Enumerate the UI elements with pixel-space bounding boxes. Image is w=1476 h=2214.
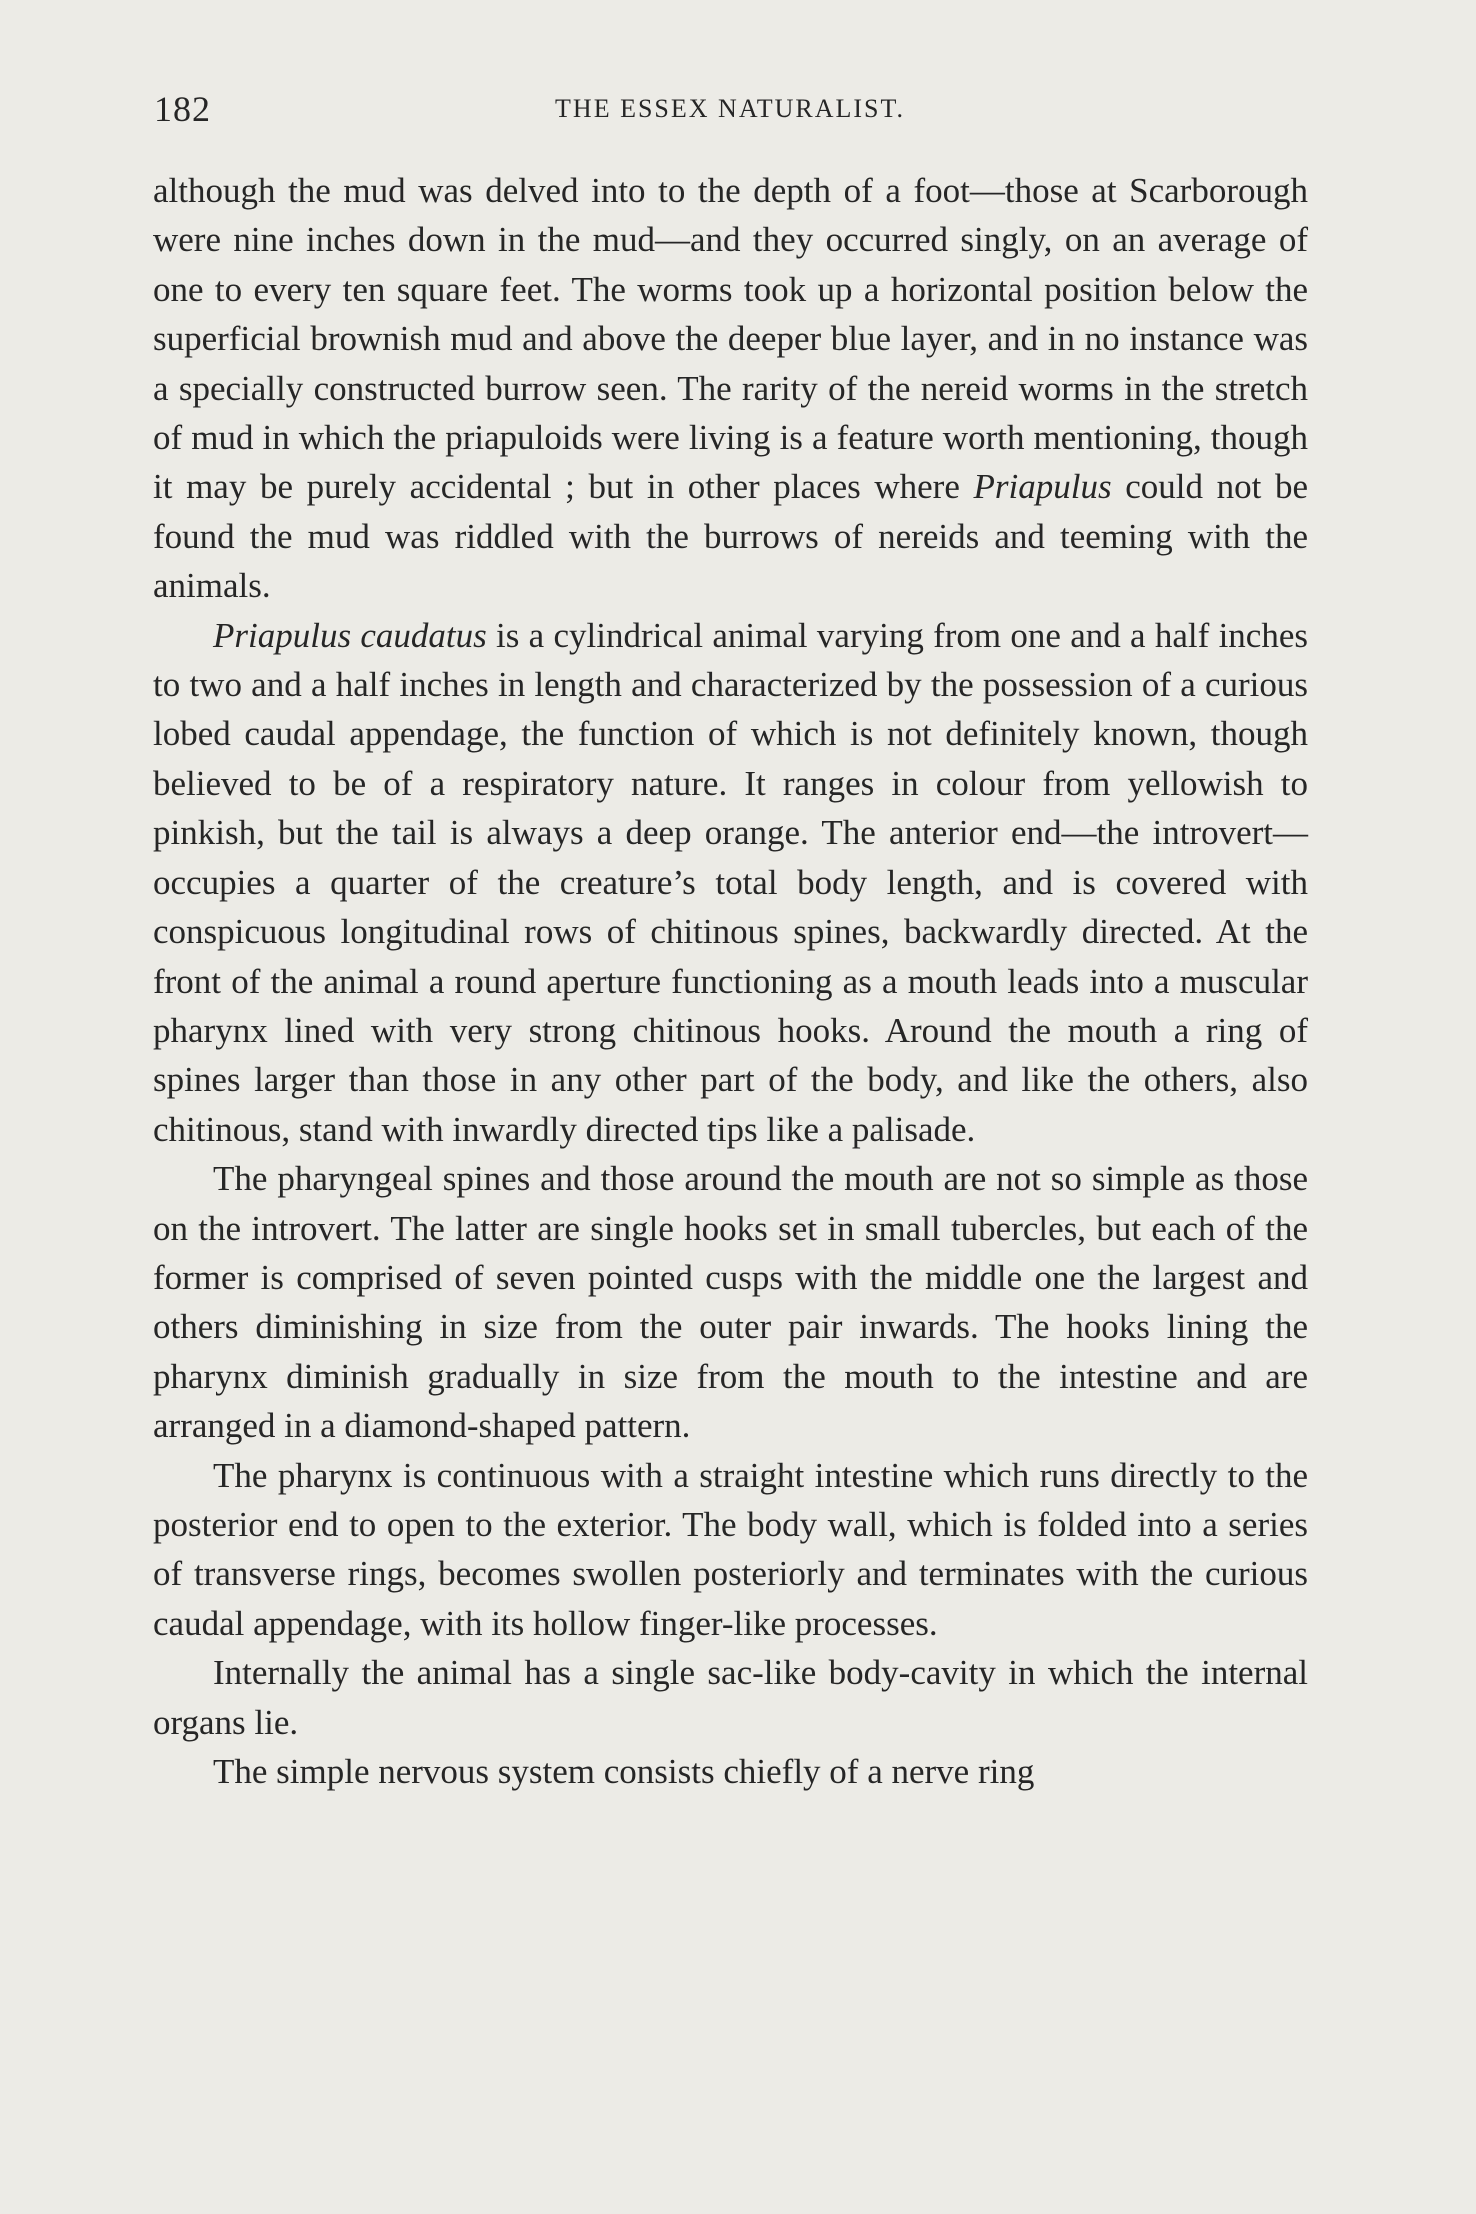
paragraph (153, 1451, 1308, 1649)
paragraph (153, 611, 1308, 1154)
text-run: although the mud was delved into to the depth of a foot—those at Scarborough were nine inches down in the mud—and they occurred singly, on an average of one to every ten square feet. The worms took up a horizontal position below the superficial brownish mud and above the deeper blue layer, and in no instance was a specially constructed burrow seen. The rarity of the nereid worms in the stretch of mud in which the priapuloids were living is a feature worth mentioning, though it may be purely accidental ; but in other places where (153, 171, 1308, 507)
italic-species-name: Priapulus caudatus (213, 615, 487, 655)
body-text (153, 166, 1308, 1796)
page-header (154, 88, 1306, 138)
paragraph (153, 1747, 1308, 1796)
text-run: The simple nervous system consists chiefly of a nerve ring (213, 1752, 1035, 1791)
running-head: THE ESSEX NATURALIST. (555, 94, 905, 123)
text-run: The pharynx is continuous with a straight intestine which runs directly to the posterior end to open to the exterior. The body wall, which is folded into a series of transverse rings, becomes swollen posteriorly and terminates with the curious caudal appendage, with its hollow finger-like processes. (153, 1455, 1308, 1643)
text-run: Internally the animal has a single sac-like body-cavity in which the internal organs lie. (153, 1653, 1308, 1742)
paragraph (153, 1648, 1308, 1747)
text-run: is a cylindrical animal varying from one and a half inches to two and a half inches in length and characterized by the possession of a curious lobed caudal appendage, the function of which is not definitely known, though believed to be of a respiratory nature. It ranges in colour from yellowish to pinkish, but the tail is always a deep orange. The anterior end—the introvert—occupies a quarter of the creature’s total body length, and is covered with conspicuous longitudinal rows of chitinous spines, backwardly directed. At the front of the animal a round aperture functioning as a mouth leads into a muscular pharynx lined with very strong chitinous hooks. Around the mouth a ring of spines larger than those in any other part of the body, and like the others, also chitinous, stand with inwardly directed tips like a palisade. (153, 615, 1308, 1149)
text-run: The pharyngeal spines and those around the mouth are not so simple as those on the introvert. The latter are single hooks set in small tubercles, but each of the former is comprised of seven pointed cusps with the middle one the largest and others diminishing in size from the outer pair inwards. The hooks lining the pharynx diminish gradually in size from the mouth to the intestine and are arranged in a diamond-shaped pattern. (153, 1159, 1308, 1446)
text-run: could not be found the mud was riddled with the burrows of nereids and teeming with the animals. (153, 467, 1308, 606)
paragraph (153, 1154, 1308, 1450)
italic-species-name: Priapulus (973, 467, 1112, 507)
paragraph (153, 166, 1308, 611)
page-number: 182 (154, 89, 211, 129)
